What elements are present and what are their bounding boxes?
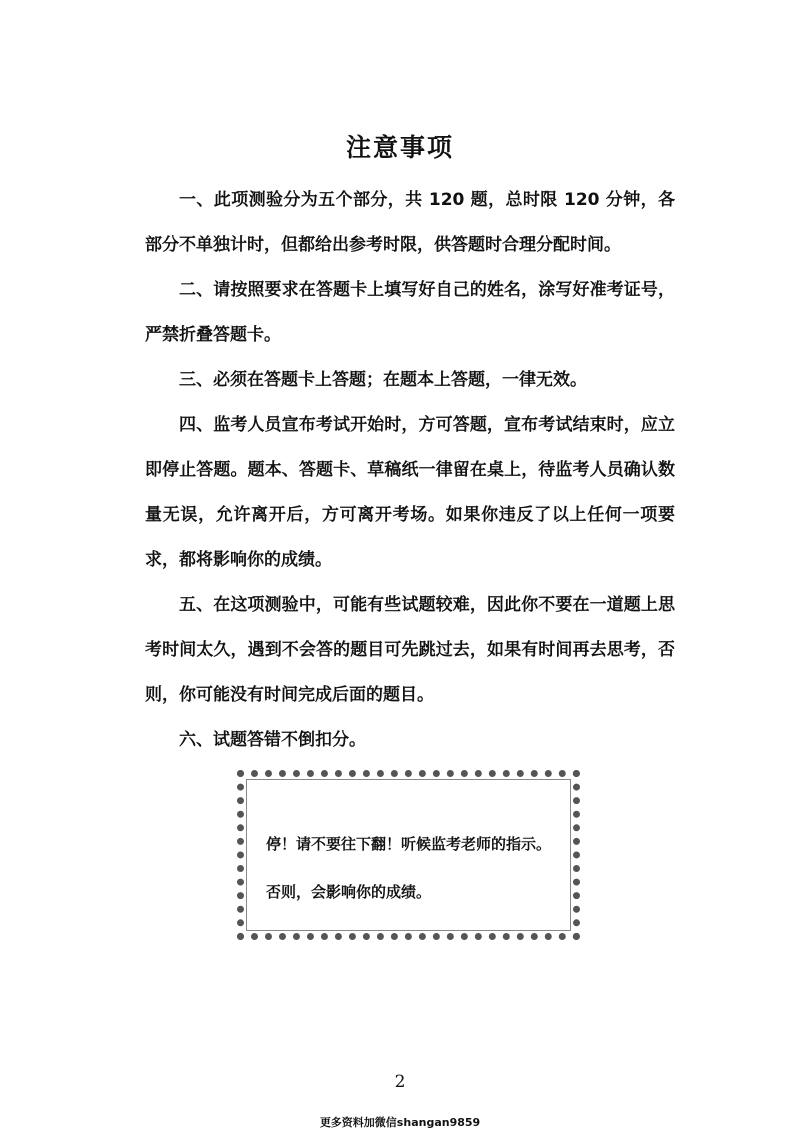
warning-box [237,770,580,940]
notice-item-5: 五、在这项测验中，可能有些试题较难，因此你不要在一道题上思考时间太久，遇到不会答的题目可先跳过去，如果有时间再去思考，否则，你可能没有时间完成后面的题目。 [145,595,675,705]
notice-item-4: 四、监考人员宣布考试开始时，方可答题，宣布考试结束时，应立即停止答题。题本、答题卡、草稿纸一律留在桌上，待监考人员确认数量无误，允许离开后，方可离开考场。如果你违反了以上任何一项要求，都将影响你的成绩。 [145,415,675,570]
footer-note: 更多资料加微信shangan9859 [319,1116,481,1129]
notice-list [145,178,675,763]
notice-item-1: 一、此项测验分为五个部分，共 120 题，总时限 120 分钟，各部分不单独计时，但都给出参考时限，供答题时合理分配时间。 [145,190,675,255]
warning-line-consequence: 否则，会影响你的成绩。 [266,883,432,901]
page-number: 2 [394,1072,406,1092]
page-title: 注意事项 [345,133,454,162]
notice-item-6: 六、试题答错不倒扣分。 [179,730,366,750]
notice-item-2: 二、请按照要求在答题卡上填写好自己的姓名，涂写好准考证号，严禁折叠答题卡。 [145,280,675,345]
notice-item-3: 三、必须在答题卡上答题；在题本上答题，一律无效。 [179,370,587,390]
warning-line-stop: 停！请不要往下翻！听候监考老师的指示。 [266,835,552,853]
